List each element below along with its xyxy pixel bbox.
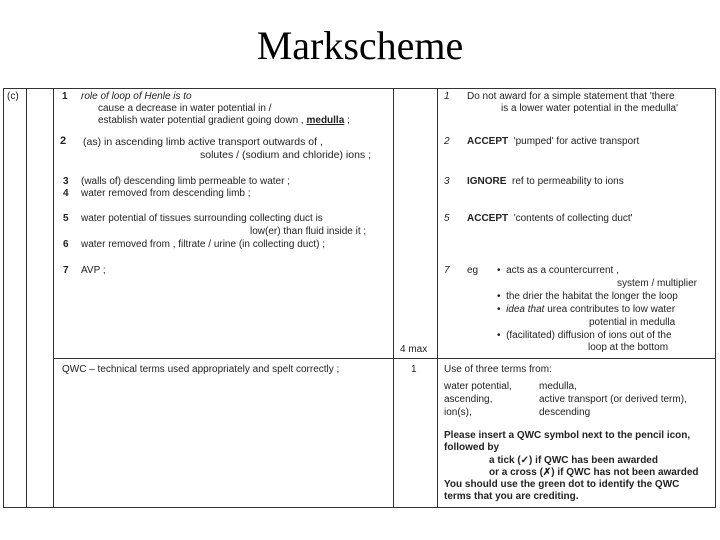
point-text: (as) in ascending limb active transport outwards of , — [83, 136, 323, 148]
guidance-number: 2 — [444, 136, 450, 147]
point-text: water potential of tissues surrounding collecting duct is — [81, 213, 323, 224]
keyword-medulla: medulla — [306, 115, 345, 126]
point-text: role of loop of Henle is to — [81, 91, 192, 102]
guidance-text — [467, 136, 639, 148]
qwc-instruction: followed by — [444, 442, 499, 453]
qwc-instruction: terms that you are crediting. — [444, 491, 579, 502]
bullet-text: system / multiplier — [617, 278, 698, 289]
divider — [3, 507, 716, 508]
divider — [393, 88, 394, 508]
guidance-number: 5 — [444, 213, 450, 224]
guidance-text-part: ref to permeability to ions — [512, 176, 624, 187]
qwc-term: descending — [539, 407, 591, 418]
qwc-term: medulla, — [539, 381, 577, 392]
point-text: solutes / (sodium and chloride) ions ; — [200, 149, 371, 161]
bullet-item: • (facilitated) diffusion of ions out of the — [497, 330, 672, 341]
divider — [3, 88, 4, 508]
eg-label: eg — [467, 265, 479, 276]
point-number: 4 — [63, 188, 69, 199]
qwc-term: active transport (or derived term), — [539, 394, 687, 405]
qwc-instruction: Please insert a QWC symbol next to the pencil icon, — [444, 430, 691, 441]
bullet-text: (facilitated) diffusion of ions out of the — [506, 330, 672, 341]
qwc-term: water potential, — [444, 381, 512, 392]
qwc-label: QWC – technical terms used appropriately and spelt correctly ; — [62, 364, 340, 375]
guidance-text-part: 'contents of collecting duct' — [513, 213, 633, 224]
bullet-text: the drier the habitat the longer the loop — [506, 291, 678, 302]
point-number: 2 — [60, 135, 67, 147]
point-text: (walls of) descending limb permeable to water ; — [81, 176, 290, 187]
qwc-instruction: or a cross (✗) if QWC has not been awarded — [489, 467, 699, 478]
guidance-text-part: 'pumped' for active transport — [513, 136, 640, 147]
point-number: 6 — [63, 239, 69, 250]
qwc-intro: Use of three terms from: — [444, 364, 552, 375]
point-text: cause a decrease in water potential in / — [98, 103, 272, 114]
point-text: AVP ; — [81, 265, 106, 276]
marks-value: 4 max — [400, 344, 428, 355]
divider — [53, 88, 54, 508]
keyword: IGNORE — [467, 176, 507, 187]
divider — [3, 88, 716, 89]
bullet-text: idea that — [506, 304, 545, 315]
qwc-instruction: You should use the green dot to identify the QWC — [444, 479, 680, 490]
keyword: ACCEPT — [467, 213, 509, 224]
guidance-text — [467, 213, 633, 225]
qwc-term: ascending, — [444, 394, 493, 405]
guidance-text-part: Do not award for a simple statement that 'there — [467, 91, 675, 102]
point-number: 1 — [62, 91, 68, 102]
bullet-text: loop at the bottom — [588, 342, 669, 353]
guidance-number: 3 — [444, 176, 450, 187]
page-title: Markscheme — [256, 23, 464, 68]
point-number: 5 — [63, 213, 69, 224]
divider — [26, 88, 27, 508]
divider — [53, 358, 716, 359]
keyword: ACCEPT — [467, 136, 509, 147]
point-text: water removed from , filtrate / urine (in collecting duct) ; — [81, 239, 325, 250]
point-number: 3 — [63, 176, 69, 187]
divider — [715, 88, 716, 508]
point-text-part: ; — [347, 115, 350, 126]
point-text: low(er) than fluid inside it ; — [250, 226, 367, 237]
point-text: water removed from descending limb ; — [81, 188, 251, 199]
bullet-item: • the drier the habitat the longer the loop — [497, 291, 678, 302]
guidance-text — [467, 91, 675, 103]
bullet-item: • acts as a countercurrent , — [497, 265, 619, 276]
guidance-number: 7 — [444, 265, 450, 276]
bullet-text: urea contributes to low water — [547, 304, 676, 315]
qwc-instruction: a tick (✓) if QWC has been awarded — [489, 455, 658, 466]
qwc-term: ion(s), — [444, 407, 472, 418]
guidance-text: is a lower water potential in the medulla' — [501, 103, 679, 114]
point-number: 7 — [63, 265, 69, 276]
bullet-text: potential in medulla — [589, 317, 676, 328]
guidance-text — [467, 176, 624, 188]
guidance-number: 1 — [444, 91, 450, 102]
bullet-item: • idea that urea contributes to low water — [497, 304, 676, 315]
qwc-marks: 1 — [411, 364, 417, 375]
point-text-part: establish water potential gradient going down , — [98, 115, 304, 126]
bullet-text: acts as a countercurrent , — [506, 265, 619, 276]
point-text — [98, 115, 350, 127]
divider — [437, 88, 438, 508]
part-label: (c) — [7, 91, 19, 102]
